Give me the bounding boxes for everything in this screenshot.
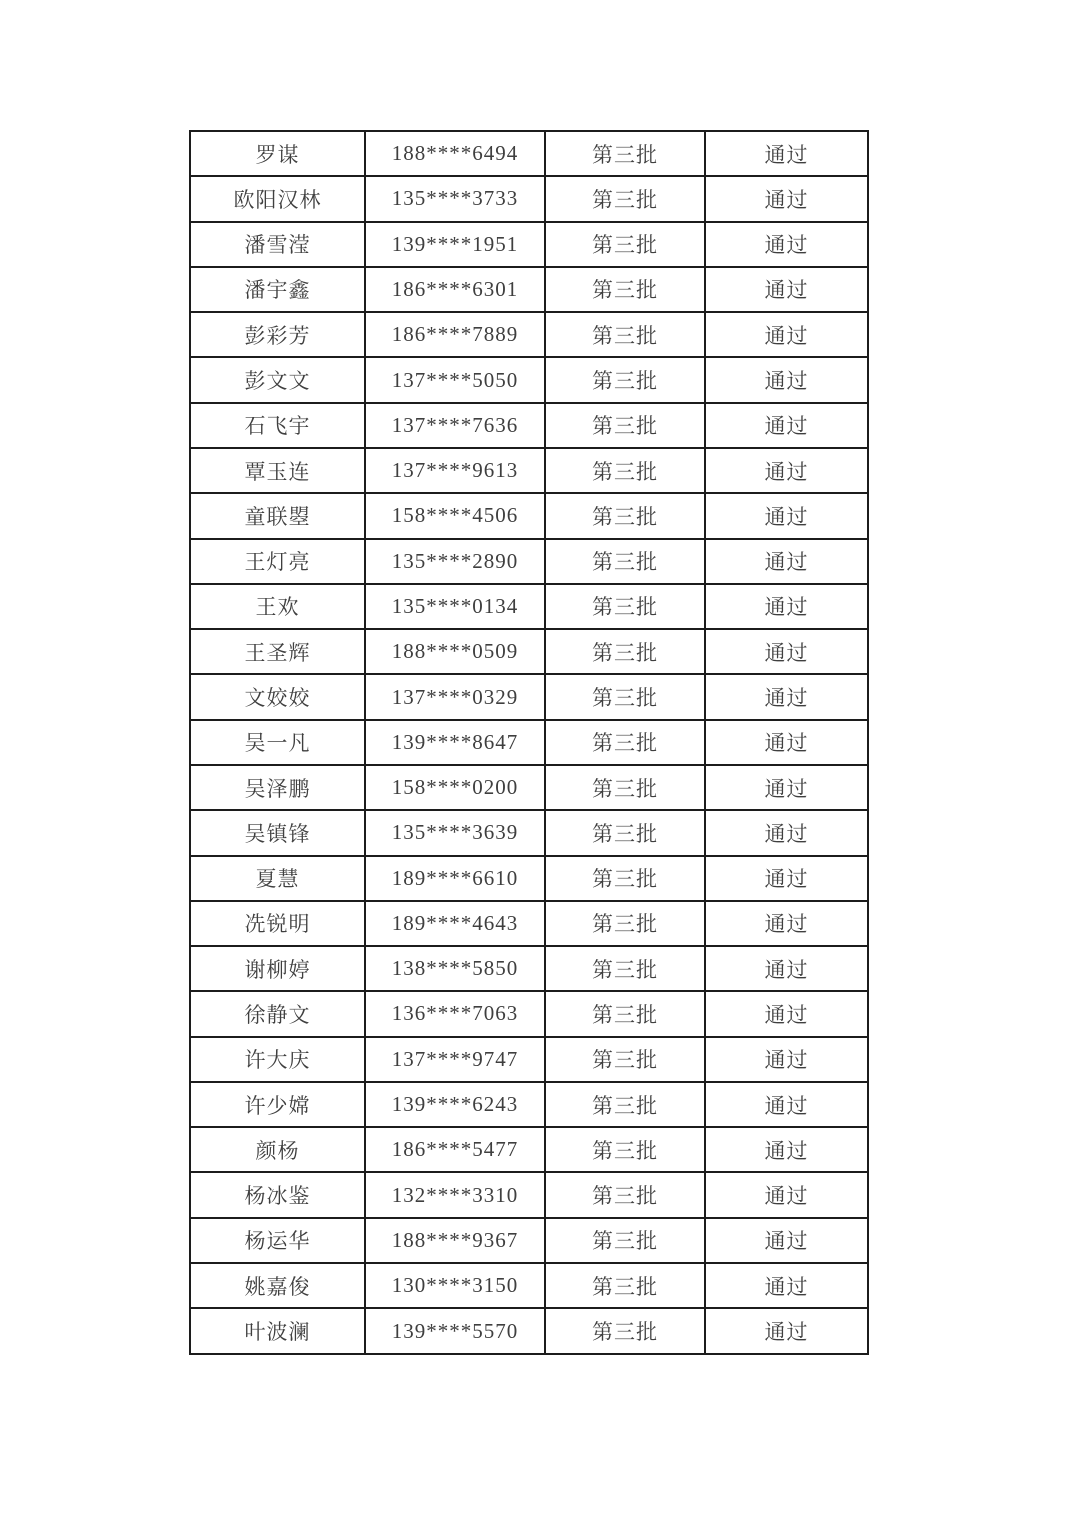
batch-cell: 第三批 — [545, 810, 705, 855]
batch-cell: 第三批 — [545, 1037, 705, 1082]
status-cell: 通过 — [705, 1127, 868, 1172]
status-cell: 通过 — [705, 539, 868, 584]
name-cell: 童联曌 — [190, 493, 365, 538]
batch-cell: 第三批 — [545, 1218, 705, 1263]
table-row — [190, 131, 868, 176]
phone-cell: 132****3310 — [365, 1172, 545, 1217]
name-cell: 夏慧 — [190, 856, 365, 901]
name-cell: 王圣辉 — [190, 629, 365, 674]
table-row — [190, 357, 868, 402]
table-row — [190, 493, 868, 538]
table-row — [190, 810, 868, 855]
table-row — [190, 720, 868, 765]
batch-cell: 第三批 — [545, 312, 705, 357]
table-row — [190, 629, 868, 674]
status-cell: 通过 — [705, 222, 868, 267]
status-cell: 通过 — [705, 946, 868, 991]
batch-cell: 第三批 — [545, 629, 705, 674]
batch-cell: 第三批 — [545, 991, 705, 1036]
status-cell: 通过 — [705, 720, 868, 765]
phone-cell: 135****2890 — [365, 539, 545, 584]
phone-cell: 189****6610 — [365, 856, 545, 901]
phone-cell: 139****1951 — [365, 222, 545, 267]
roster-table — [189, 130, 869, 1355]
name-cell: 石飞宇 — [190, 403, 365, 448]
name-cell: 潘宇鑫 — [190, 267, 365, 312]
name-cell: 潘雪滢 — [190, 222, 365, 267]
status-cell: 通过 — [705, 991, 868, 1036]
table-row — [190, 222, 868, 267]
roster-table-body — [190, 131, 868, 1354]
status-cell: 通过 — [705, 856, 868, 901]
phone-cell: 135****3639 — [365, 810, 545, 855]
batch-cell: 第三批 — [545, 1082, 705, 1127]
batch-cell: 第三批 — [545, 357, 705, 402]
status-cell: 通过 — [705, 493, 868, 538]
phone-cell: 139****5570 — [365, 1308, 545, 1354]
name-cell: 彭文文 — [190, 357, 365, 402]
name-cell: 叶波澜 — [190, 1308, 365, 1354]
name-cell: 杨冰鉴 — [190, 1172, 365, 1217]
status-cell: 通过 — [705, 357, 868, 402]
batch-cell: 第三批 — [545, 765, 705, 810]
batch-cell: 第三批 — [545, 720, 705, 765]
phone-cell: 188****6494 — [365, 131, 545, 176]
status-cell: 通过 — [705, 1172, 868, 1217]
table-row — [190, 856, 868, 901]
batch-cell: 第三批 — [545, 946, 705, 991]
name-cell: 许大庆 — [190, 1037, 365, 1082]
status-cell: 通过 — [705, 901, 868, 946]
table-row — [190, 1172, 868, 1217]
phone-cell: 130****3150 — [365, 1263, 545, 1308]
table-row — [190, 539, 868, 584]
phone-cell: 135****3733 — [365, 176, 545, 221]
phone-cell: 189****4643 — [365, 901, 545, 946]
status-cell: 通过 — [705, 1082, 868, 1127]
batch-cell: 第三批 — [545, 403, 705, 448]
table-row — [190, 901, 868, 946]
status-cell: 通过 — [705, 267, 868, 312]
table-row — [190, 584, 868, 629]
status-cell: 通过 — [705, 629, 868, 674]
batch-cell: 第三批 — [545, 131, 705, 176]
table-row — [190, 312, 868, 357]
status-cell: 通过 — [705, 312, 868, 357]
name-cell: 徐静文 — [190, 991, 365, 1036]
phone-cell: 186****6301 — [365, 267, 545, 312]
status-cell: 通过 — [705, 448, 868, 493]
name-cell: 杨运华 — [190, 1218, 365, 1263]
name-cell: 覃玉连 — [190, 448, 365, 493]
status-cell: 通过 — [705, 1263, 868, 1308]
table-row — [190, 1127, 868, 1172]
batch-cell: 第三批 — [545, 539, 705, 584]
phone-cell: 158****4506 — [365, 493, 545, 538]
batch-cell: 第三批 — [545, 176, 705, 221]
batch-cell: 第三批 — [545, 901, 705, 946]
status-cell: 通过 — [705, 810, 868, 855]
batch-cell: 第三批 — [545, 1127, 705, 1172]
batch-cell: 第三批 — [545, 856, 705, 901]
status-cell: 通过 — [705, 176, 868, 221]
table-row — [190, 267, 868, 312]
table-row — [190, 448, 868, 493]
batch-cell: 第三批 — [545, 1263, 705, 1308]
status-cell: 通过 — [705, 584, 868, 629]
name-cell: 吴泽鹏 — [190, 765, 365, 810]
phone-cell: 188****9367 — [365, 1218, 545, 1263]
batch-cell: 第三批 — [545, 1172, 705, 1217]
table-row — [190, 946, 868, 991]
name-cell: 彭彩芳 — [190, 312, 365, 357]
table-row — [190, 1037, 868, 1082]
table-row — [190, 1218, 868, 1263]
status-cell: 通过 — [705, 1037, 868, 1082]
phone-cell: 139****8647 — [365, 720, 545, 765]
name-cell: 罗谋 — [190, 131, 365, 176]
phone-cell: 158****0200 — [365, 765, 545, 810]
phone-cell: 137****9747 — [365, 1037, 545, 1082]
batch-cell: 第三批 — [545, 1308, 705, 1354]
batch-cell: 第三批 — [545, 448, 705, 493]
status-cell: 通过 — [705, 131, 868, 176]
table-row — [190, 991, 868, 1036]
table-row — [190, 1308, 868, 1354]
batch-cell: 第三批 — [545, 584, 705, 629]
status-cell: 通过 — [705, 403, 868, 448]
table-row — [190, 674, 868, 719]
name-cell: 吴镇锋 — [190, 810, 365, 855]
phone-cell: 186****7889 — [365, 312, 545, 357]
phone-cell: 138****5850 — [365, 946, 545, 991]
name-cell: 姚嘉俊 — [190, 1263, 365, 1308]
table-row — [190, 765, 868, 810]
name-cell: 欧阳汉林 — [190, 176, 365, 221]
status-cell: 通过 — [705, 765, 868, 810]
table-row — [190, 403, 868, 448]
phone-cell: 186****5477 — [365, 1127, 545, 1172]
status-cell: 通过 — [705, 1308, 868, 1354]
table-row — [190, 1263, 868, 1308]
name-cell: 王欢 — [190, 584, 365, 629]
name-cell: 许少嫦 — [190, 1082, 365, 1127]
batch-cell: 第三批 — [545, 267, 705, 312]
batch-cell: 第三批 — [545, 222, 705, 267]
phone-cell: 136****7063 — [365, 991, 545, 1036]
phone-cell: 135****0134 — [365, 584, 545, 629]
batch-cell: 第三批 — [545, 493, 705, 538]
name-cell: 文姣姣 — [190, 674, 365, 719]
phone-cell: 137****9613 — [365, 448, 545, 493]
table-row — [190, 176, 868, 221]
phone-cell: 137****5050 — [365, 357, 545, 402]
phone-cell: 137****7636 — [365, 403, 545, 448]
batch-cell: 第三批 — [545, 674, 705, 719]
phone-cell: 188****0509 — [365, 629, 545, 674]
name-cell: 王灯亮 — [190, 539, 365, 584]
table-row — [190, 1082, 868, 1127]
status-cell: 通过 — [705, 674, 868, 719]
name-cell: 颜杨 — [190, 1127, 365, 1172]
name-cell: 谢柳婷 — [190, 946, 365, 991]
status-cell: 通过 — [705, 1218, 868, 1263]
phone-cell: 139****6243 — [365, 1082, 545, 1127]
phone-cell: 137****0329 — [365, 674, 545, 719]
name-cell: 吴一凡 — [190, 720, 365, 765]
name-cell: 冼锐明 — [190, 901, 365, 946]
